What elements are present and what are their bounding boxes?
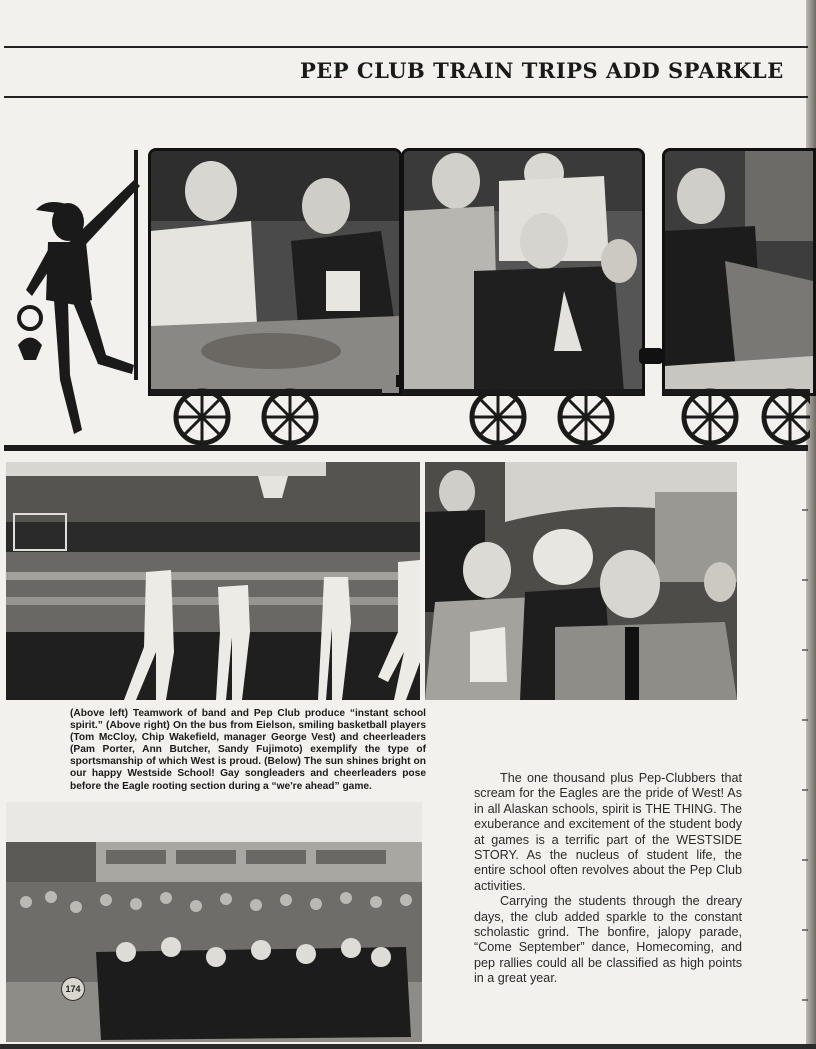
- page-number: 174: [61, 977, 85, 1001]
- rooting-section-photo: [6, 802, 422, 1042]
- engineer-figure-illustration: [6, 150, 148, 445]
- train-photo-passenger: [662, 148, 816, 396]
- train-photo-players-window: [401, 148, 645, 396]
- train-photo-band-pep-club: [148, 148, 402, 396]
- body-paragraph: Carrying the students through the dreary days, the club added sparkle to the constant scholastic grind. The bonfire, jalopy parade, “Come September” dance, Homecoming, and pep rallies could all be classified as high points in a great year.: [474, 894, 742, 986]
- page-bottom-edge: [0, 1044, 816, 1049]
- train-wheels-illustration: [150, 385, 810, 447]
- photo-caption: (Above left) Teamwork of band and Pep Club produce “instant school spirit.” (Above right) On the bus from Eielson, smiling basketball players (Tom McCloy, Chip Wakefield, manager George Vest) and cheerleaders (Pam Porter, Ann Butcher, Sandy Fujimoto) exemplify the type of sportsmanship of which West is proud. (Below) The sun shines bright on our happy Westside School! Gay songleaders and cheerleaders pose before the Eagle rooting section during a “we're ahead” game.: [70, 708, 426, 792]
- basketball-game-photo: [6, 462, 420, 700]
- train-rail: [4, 445, 808, 451]
- body-paragraph: The one thousand plus Pep-Clubbers that scream for the Eagles are the pride of West! As in all Alaskan schools, spirit is THE THING. The exuberance and excitement of the student body at games is a terrific part of the WESTSIDE STORY. As the nucleus of student life, the entire school often revolves about the Pep Club activities.: [474, 771, 742, 893]
- header-rule-bottom: [4, 96, 808, 98]
- header-rule-top: [4, 46, 808, 48]
- train-coupling: [639, 348, 663, 364]
- page-title: PEP CLUB TRAIN TRIPS ADD SPARKLE: [300, 58, 784, 83]
- body-text-column: [474, 771, 742, 987]
- margin-tick-marks: [800, 460, 810, 1020]
- bus-from-eielson-photo: [425, 462, 737, 700]
